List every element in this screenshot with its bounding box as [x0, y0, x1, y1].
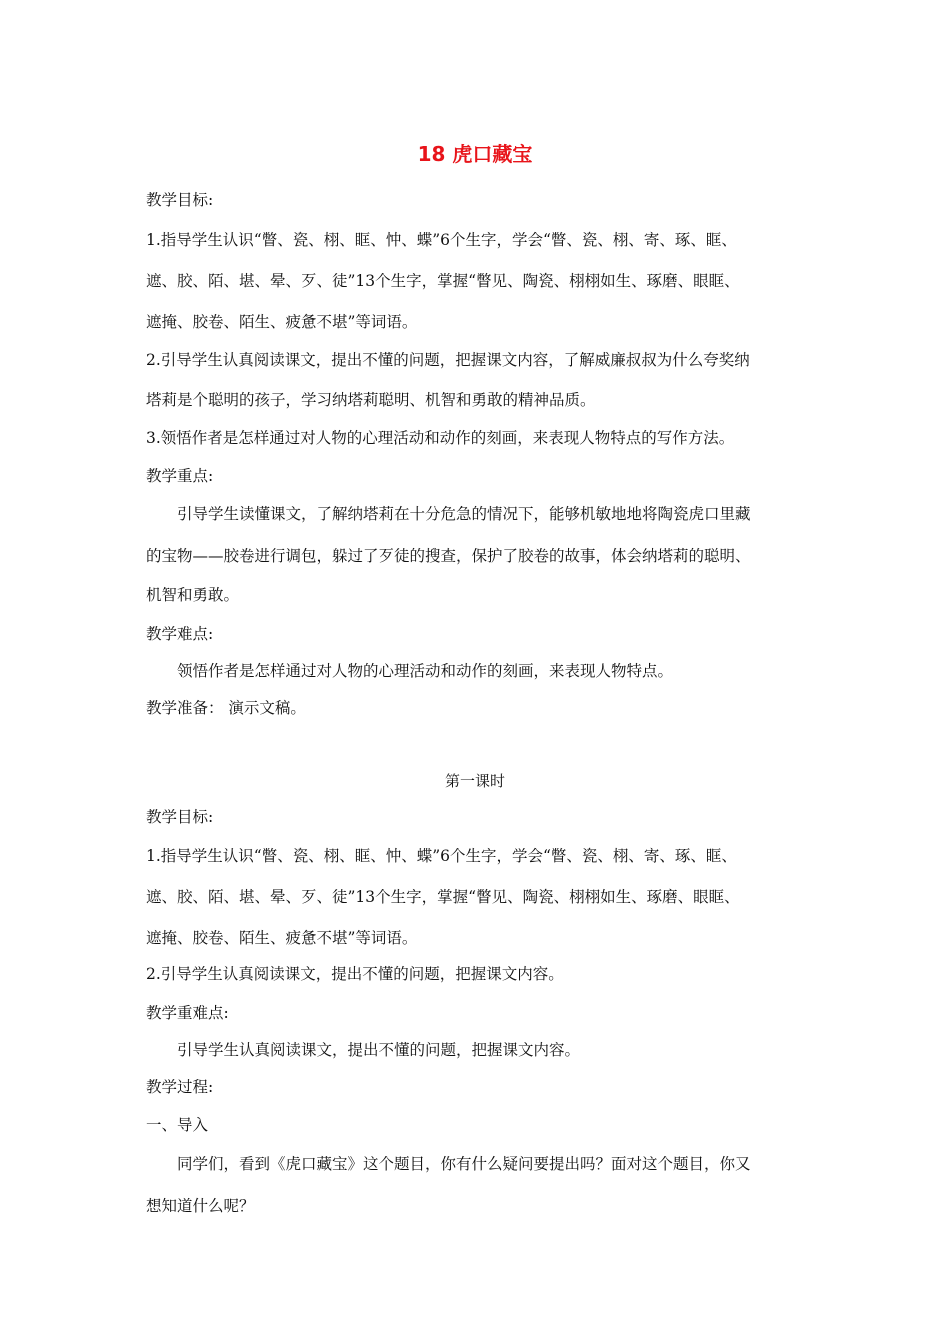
intro-heading: 一、导入 [146, 1116, 209, 1134]
document-title: 18 虎口藏宝 [417, 142, 533, 166]
goal-1-line-2: 遮、胶、陌、堪、晕、歹、徒”13个生字，掌握“瞥见、陶瓷、栩栩如生、琢磨、眼眶、 [146, 272, 740, 290]
lesson-title: 第一课时 [444, 772, 505, 790]
goal-1-line-1: 1.指导学生认识“瞥、瓷、栩、眶、忡、蝶”6个生字，学会“瞥、瓷、栩、寄、琢、眶、 [146, 231, 737, 249]
key-points-line-2: 的宝物——胶卷进行调包，躲过了歹徒的搜查，保护了胶卷的故事，体会纳塔莉的聪明、 [146, 547, 751, 565]
section-heading-goals: 教学目标: [146, 191, 214, 209]
lesson-goals-heading: 教学目标: [146, 808, 214, 826]
lesson-goal-1-line-3: 遮掩、胶卷、陌生、疲惫不堪”等词语。 [146, 929, 418, 947]
intro-line-1: 同学们，看到《虎口藏宝》这个题目，你有什么疑问要提出吗？面对这个题目，你又 [177, 1155, 751, 1173]
lesson-key-difficulties-text: 引导学生认真阅读课文，提出不懂的问题，把握课文内容。 [177, 1041, 581, 1059]
key-points-line-1: 引导学生读懂课文，了解纳塔莉在十分危急的情况下，能够机敏地地将陶瓷虎口里藏 [177, 505, 751, 523]
preparation-line: 教学准备： 演示文稿。 [146, 699, 306, 717]
goal-2-line-2: 塔莉是个聪明的孩子，学习纳塔莉聪明、机智和勇敢的精神品质。 [146, 391, 596, 409]
goal-1-line-3: 遮掩、胶卷、陌生、疲惫不堪”等词语。 [146, 313, 418, 331]
goal-2-line-1: 2.引导学生认真阅读课文，提出不懂的问题，把握课文内容，了解威廉叔叔为什么夸奖纳 [146, 351, 750, 369]
goal-3: 3.领悟作者是怎样通过对人物的心理活动和动作的刻画，来表现人物特点的写作方法。 [146, 429, 735, 447]
lesson-key-difficulties-heading: 教学重难点: [146, 1004, 229, 1022]
lesson-goal-1-line-1: 1.指导学生认识“瞥、瓷、栩、眶、忡、蝶”6个生字，学会“瞥、瓷、栩、寄、琢、眶、 [146, 847, 737, 865]
lesson-goal-1-line-2: 遮、胶、陌、堪、晕、歹、徒”13个生字，掌握“瞥见、陶瓷、栩栩如生、琢磨、眼眶、 [146, 888, 740, 906]
intro-line-2: 想知道什么呢？ [146, 1197, 255, 1215]
section-heading-key-points: 教学重点: [146, 467, 214, 485]
lesson-goal-2: 2.引导学生认真阅读课文，提出不懂的问题，把握课文内容。 [146, 965, 564, 983]
process-heading: 教学过程: [146, 1078, 214, 1096]
section-heading-difficulties: 教学难点: [146, 625, 214, 643]
difficulties-text: 领悟作者是怎样通过对人物的心理活动和动作的刻画，来表现人物特点。 [177, 662, 674, 680]
key-points-line-3: 机智和勇敢。 [146, 586, 240, 604]
